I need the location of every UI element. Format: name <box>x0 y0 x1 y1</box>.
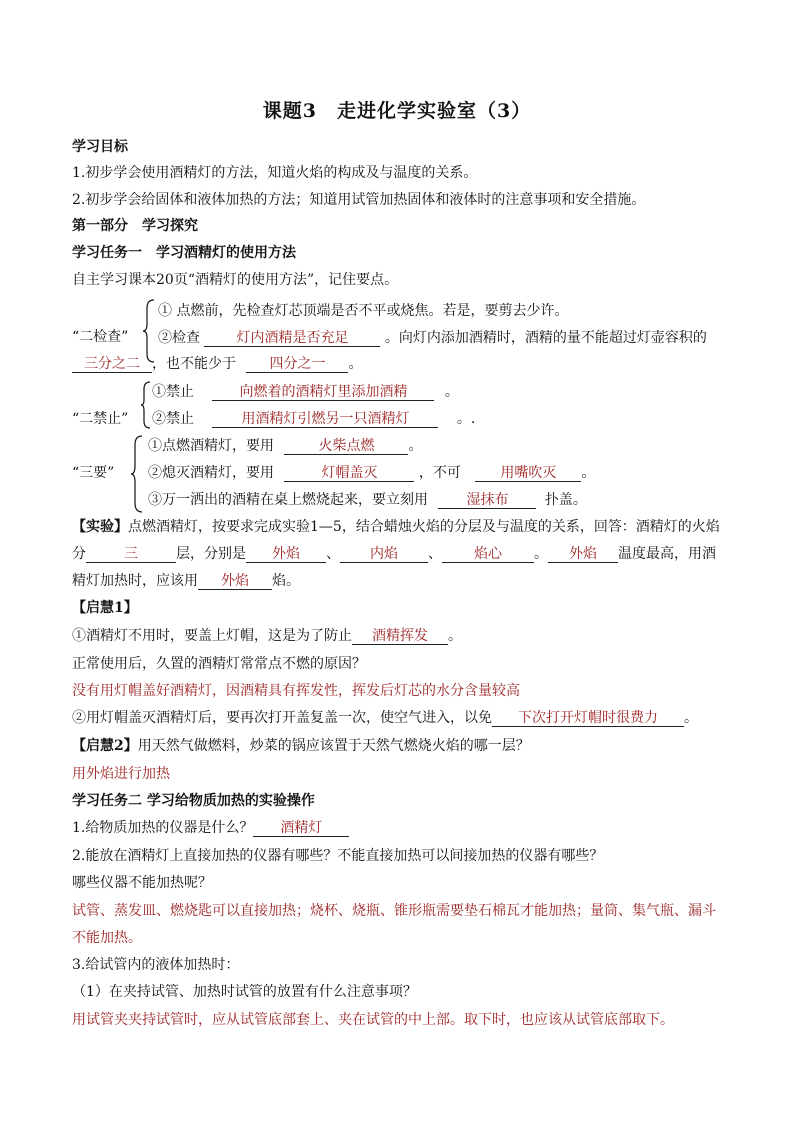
task2-q2b: 哪些仪器不能加热呢？ <box>72 875 212 891</box>
page-title: 课题3 走进化学实验室（3） <box>262 100 532 122</box>
insight1-label: 【启慧1】 <box>72 600 138 616</box>
two-bans-item-2 <box>152 410 475 428</box>
goals-heading: 学习目标 <box>72 139 128 155</box>
experiment-t2-d: 温度最高，用酒 <box>618 546 716 562</box>
insight2-label: 【启慧2】 <box>72 738 138 754</box>
experiment-line-2 <box>72 545 716 563</box>
experiment-line-3 <box>72 572 300 590</box>
part1-heading: 第一部分 学习探究 <box>72 218 198 234</box>
answer-no-add-alcohol: 向燃着的酒精灯里添加酒精 <box>212 384 434 401</box>
answer-heating-layer: 外焰 <box>198 573 272 590</box>
task2-q2: 2.能放在酒精灯上直接加热的仪器有哪些？不能直接加热可以间接加热的仪器有哪些？ <box>72 848 604 864</box>
task2-a2-line2: 不能加热。 <box>72 930 142 946</box>
experiment-sep-2: 、 <box>428 546 442 562</box>
three-musts-item-3 <box>148 491 587 509</box>
three-musts-item-1-pre: ①点燃酒精灯，要用 <box>148 438 274 454</box>
answer-outer-flame: 外焰 <box>246 546 326 563</box>
task2-q3: 3.给试管内的液体加热时： <box>72 957 240 973</box>
task2-a3-1: 用试管夹夹持试管时，应从试管底部套上、夹在试管的中上部。取下时，也应该从试管底部取下。 <box>72 1012 674 1028</box>
two-checks-end: 。 <box>348 356 363 372</box>
answer-alcohol-lamp: 酒精灯 <box>253 820 349 837</box>
goal-item-1: 1.初步学会使用酒精灯的方法，知道火焰的构成及与温度的关系。 <box>72 165 478 181</box>
task2-q1 <box>72 819 349 837</box>
experiment-label: 【实验】 <box>72 519 128 535</box>
answer-layer-count: 三 <box>86 546 176 563</box>
insight1-q2: 正常使用后，久置的酒精灯常常点不燃的原因？ <box>72 656 366 672</box>
answer-match-light: 火柴点燃 <box>284 438 408 455</box>
three-musts-label: “三要” <box>72 465 115 481</box>
task2-q1-pre: 1.给物质加热的仪器是什么？ <box>72 820 254 836</box>
answer-cap-hard-to-open: 下次打开灯帽时很费力 <box>492 710 684 727</box>
task1-heading: 学习任务一 学习酒精灯的使用方法 <box>72 245 296 261</box>
experiment-t3-pre: 精灯加热时，应该用 <box>72 573 198 589</box>
task1-intro: 自主学习课本20页“酒精灯的使用方法”，记住要点。 <box>72 272 399 288</box>
insight1-q3 <box>72 709 698 727</box>
three-musts-item-2 <box>148 464 595 482</box>
experiment-t2-b: 层，分别是 <box>176 546 246 562</box>
two-checks-item-1: ① 点燃前，先检查灯芯顶端是否不平或烧焦。若是，要剪去少许。 <box>158 303 569 319</box>
experiment-sep-1: 、 <box>326 546 340 562</box>
two-checks-item-2 <box>158 329 707 347</box>
answer-no-light-from-lamp: 用酒精灯引燃另一只酒精灯 <box>212 411 438 428</box>
two-bans-item-2-end: 。. <box>456 411 476 427</box>
two-checks-mid2: ，也不能少于 <box>152 356 236 372</box>
insight2-question: 用天然气做燃料，炒菜的锅应该置于天然气燃烧火焰的哪一层？ <box>137 738 530 754</box>
two-checks-item-2-mid: 。向灯内添加酒精时，酒精的量不能超过灯壶容积的 <box>384 330 707 346</box>
experiment-t2-c: 。 <box>534 546 548 562</box>
three-musts-item-1 <box>148 437 422 455</box>
insight1-q1-pre: ①酒精灯不用时，要盖上灯帽，这是为了防止 <box>72 628 352 644</box>
task2-a2-line1: 试管、蒸发皿、燃烧匙可以直接加热；烧杯、烧瓶、锥形瓶需要垫石棉瓦才能加热；量筒、集气瓶、漏斗 <box>72 903 716 919</box>
answer-lamp-alcohol-check: 灯内酒精是否充足 <box>204 330 380 347</box>
answer-cap-extinguish: 灯帽盖灭 <box>284 465 414 482</box>
two-bans-item-2-pre: ②禁止 <box>152 411 194 427</box>
task2-heading: 学习任务二 学习给物质加热的实验操作 <box>72 793 315 809</box>
three-musts-item-3-end: 扑盖。 <box>544 492 587 508</box>
two-checks-item-2-cont <box>72 355 362 373</box>
insight2-q <box>72 737 530 755</box>
experiment-text-1: 点燃酒精灯，按要求完成实验1—5，结合蜡烛火焰的分层及与温度的关系，回答：酒精灯的火焰 <box>128 519 720 535</box>
answer-hottest-layer: 外焰 <box>548 546 618 563</box>
three-musts-brace <box>130 434 144 514</box>
insight1-q1-end: 。 <box>448 628 462 644</box>
insight1-q3-pre: ②用灯帽盖灭酒精灯后，要再次打开盖复盖一次，使空气进入，以免 <box>72 710 492 726</box>
task2-q3-1: （1）在夹持试管、加热时试管的放置有什么注意事项？ <box>72 984 417 1000</box>
experiment-t2-pre: 分 <box>72 546 86 562</box>
two-bans-item-1-end: 。 <box>444 384 459 400</box>
answer-two-thirds: 三分之二 <box>72 356 152 373</box>
insight2-a: 用外焰进行加热 <box>72 766 170 782</box>
two-checks-item-2-pre: ②检查 <box>158 330 200 346</box>
answer-flame-core: 焰心 <box>442 546 534 563</box>
insight1-q3-end: 。 <box>684 710 698 726</box>
answer-wet-cloth: 湿抹布 <box>438 492 536 509</box>
two-bans-item-1-pre: ①禁止 <box>152 384 194 400</box>
insight1-a2: 没有用灯帽盖好酒精灯，因酒精具有挥发性，挥发后灯芯的水分含量较高 <box>72 683 520 699</box>
answer-prevent-evaporation: 酒精挥发 <box>352 628 448 645</box>
two-checks-label: “二检查” <box>72 329 129 345</box>
two-bans-label: “二禁止” <box>72 411 129 427</box>
answer-one-quarter: 四分之一 <box>246 356 348 373</box>
answer-inner-flame: 内焰 <box>340 546 428 563</box>
two-bans-item-1 <box>152 383 459 401</box>
insight1-q1 <box>72 627 462 645</box>
three-musts-item-3-pre: ③万一洒出的酒精在桌上燃烧起来，要立刻用 <box>148 492 428 508</box>
goal-item-2: 2.初步学会给固体和液体加热的方法；知道用试管加热固体和液体时的注意事项和安全措施。 <box>72 192 646 208</box>
three-musts-item-1-end: 。 <box>408 438 423 454</box>
experiment-line-1 <box>72 518 720 536</box>
two-bans-brace <box>140 380 152 430</box>
answer-no-blow: 用嘴吹灭 <box>475 465 581 482</box>
experiment-t3-end: 焰。 <box>272 573 300 589</box>
three-musts-item-2-pre: ②熄灭酒精灯，要用 <box>148 465 274 481</box>
three-musts-item-2-end: 。 <box>581 465 596 481</box>
three-musts-item-2-mid: ，不可 <box>418 465 461 481</box>
